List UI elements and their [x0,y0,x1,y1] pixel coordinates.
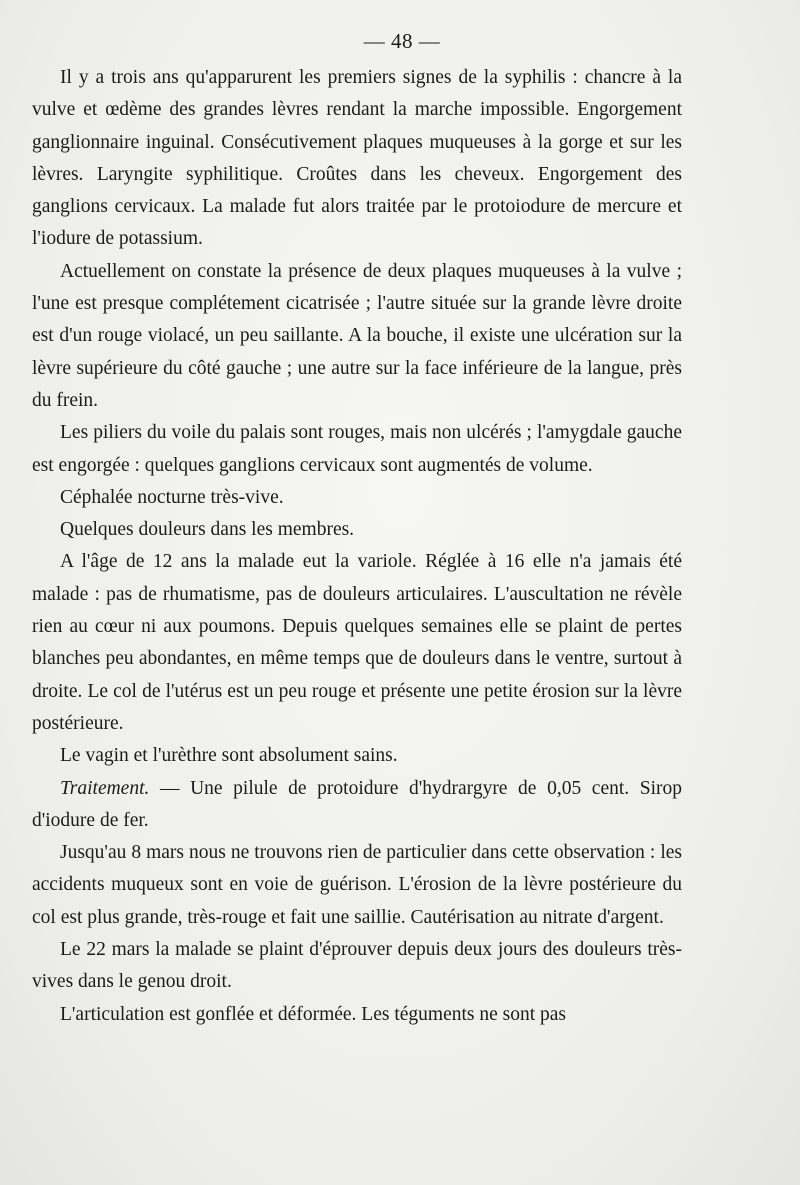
treatment-text: — Une pilule de protoidure d'hydrargyre de 0,05 cent. Sirop d'iodure de fer. [32,777,682,831]
paragraph-articulation: L'articulation est gonflée et déformée. Les téguments ne sont pas [60,1003,567,1025]
paragraph-palate: Les piliers du voile du palais sont rouges, mais non ulcérés ; l'amygdale gauche est engorgée : quelques ganglions cervicaux sont augmentés de volume. [32,422,682,476]
paragraph-syphilis-history: Il y a trois ans qu'apparurent les premiers signes de la syphilis : chancre à la vulve et œdème des grandes lèvres rendant la marche impossible. Engorgement ganglionnaire inguinal. Consécutivement plaques muqueuses à la gorge et sur les lèvres. Laryngite syphilitique. Croûtes dans les cheveux. Engorgement des ganglions cervicaux. La malade fut alors traitée par le protoiodure de mercure et l'iodure de potassium. [32,67,682,250]
paragraph-march-22: Le 22 mars la malade se plaint d'éprouver depuis deux jours des douleurs très-vives dans le genou droit. [32,939,682,993]
paragraph-treatment [32,773,682,838]
page-number: — 48 — [363,29,441,53]
paragraph-current-findings: Actuellement on constate la présence de deux plaques muqueuses à la vulve ; l'une est presque complétement cicatrisée ; l'autre située sur la grande lèvre droite est d'un rouge violacé, un peu saillante. A la bouche, il existe une ulcération sur la lèvre supérieure du côté gauche ; une autre sur la face inférieure de la langue, près du frein. [32,260,682,411]
paragraph-medical-history: A l'âge de 12 ans la malade eut la variole. Réglée à 16 elle n'a jamais été malade : pas de rhumatisme, pas de douleurs articulaires. L'auscultation ne révèle rien au cœur ni aux poumons. Depuis quelques semaines elle se plaint de pertes blanches peu abondantes, en même temps que de douleurs dans le ventre, surtout à droite. Le col de l'utérus est un peu rouge et présente une petite érosion sur la lèvre postérieure. [32,551,682,734]
treatment-label: Traitement. [60,777,150,799]
paragraph-headache: Céphalée nocturne très-vive. [60,486,284,508]
paragraph-march-8: Jusqu'au 8 mars nous ne trouvons rien de particulier dans cette observation : les accidents muqueux sont en voie de guérison. L'érosion de la lèvre postérieure du col est plus grande, très-rouge et fait une saillie. Cautérisation au nitrate d'argent. [32,842,682,928]
paragraph-limb-pain: Quelques douleurs dans les membres. [60,519,355,541]
paragraph-vagina: Le vagin et l'urèthre sont absolument sains. [60,745,398,767]
